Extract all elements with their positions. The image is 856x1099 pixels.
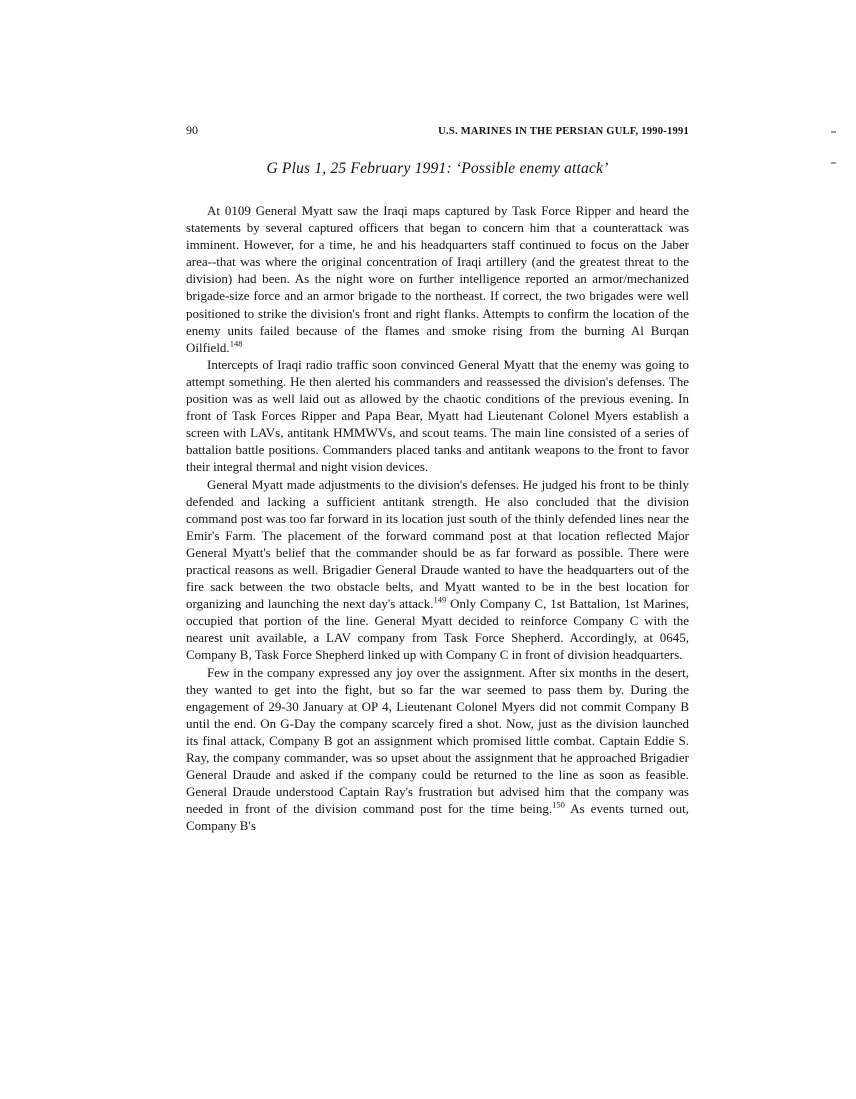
paragraph-3-text-after: Only Company C, 1st Battalion, 1st Marines, occupied that portion of the line. General Myatt decided to reinforce Company C with the nearest unit available, a LAV company from Task Force Shepherd. Accordingly, at 0645, Company B, Task Force Shepherd linked up with Company C in front of division headquarters. — [186, 596, 689, 663]
paragraph-4-text-before: Few in the company expressed any joy over the assignment. After six months in the desert, they wanted to get into the fight, but so far the war seemed to pass them by. During the engagement of 29-30 January at OP 4, Lieutenant Colonel Myers did not commit Company B until the end. On G-Day the company scarcely fired a shot. Now, just as the division launched its final attack, Company B got an assignment which promised little combat. Captain Eddie S. Ray, the company commander, was so upset about the assignment that he approached Brigadier General Draude and asked if the company could be returned to the line as soon as feasible. General Draude understood Captain Ray's frustration but advised him that the company was needed in front of the division command post for the time being. — [186, 664, 689, 817]
paragraph-4-text-after: As events turned out, Company B's — [186, 801, 689, 834]
page-number: 90 — [186, 123, 198, 137]
footnote-ref-149: 149 — [433, 594, 447, 605]
running-header — [186, 123, 689, 138]
footnote-ref-150: 150 — [552, 799, 565, 810]
section-heading: G Plus 1, 25 February 1991: ‘Possible enemy attack’ — [266, 160, 609, 177]
paragraph-3-text-before: General Myatt made adjustments to the division's defenses. He judged his front to be thinly defended and lacking a sufficient antitank strength. He also concluded that the division command post was too far forward in its location just south of the thinly defended lines near the Emir's Farm. The placement of the forward command post at that location reflected Major General Myatt's belief that the commander should be as far forward as possible. There were practical reasons as well. Brigadier General Draude wanted to have the headquarters out of the fire sack between the two obstacle belts, and Myatt wanted to be in the best location for organizing and launching the next day's attack. — [186, 476, 689, 612]
page-content — [186, 123, 689, 834]
paragraph-1 — [186, 202, 689, 356]
paragraph-3 — [186, 476, 689, 664]
body-text — [186, 202, 689, 834]
paragraph-1-text: At 0109 General Myatt saw the Iraqi maps captured by Task Force Ripper and heard the statements by several captured officers that began to concern him that a counterattack was imminent. However, for a time, he and his headquarters staff continued to focus on the Jaber area--that was where the original concentration of Iraqi artillery (and the greatest threat to the division) had been. As the night wore on further intelligence reported an armor/mechanized brigade-size force and an armor brigade to the northeast. If correct, the two brigades were well positioned to strike the division's front and right flanks. Attempts to confirm the location of the enemy units failed because of the flames and smoke rising from the burning Al Burqan Oilfield. — [186, 203, 689, 355]
scan-artifact — [831, 131, 836, 133]
footnote-ref-148: 148 — [229, 338, 243, 349]
paragraph-2-text: Intercepts of Iraqi radio traffic soon convinced General Myatt that the enemy was going to attempt something. He then alerted his commanders and reassessed the division's defenses. The position was as well laid out as allowed by the chaotic conditions of the previous evening. In front of Task Forces Ripper and Papa Bear, Myatt had Lieutenant Colonel Myers establish a screen with LAVs, antitank HMMWVs, and scout teams. The main line consisted of a series of battalion battle positions. Commanders placed tanks and antitank weapons to the front to favor their integral thermal and night vision devices. — [186, 356, 689, 475]
paragraph-4 — [186, 664, 689, 835]
scan-artifact — [831, 162, 836, 164]
paragraph-2 — [186, 356, 689, 476]
running-title: U.S. MARINES IN THE PERSIAN GULF, 1990-1991 — [438, 126, 689, 137]
